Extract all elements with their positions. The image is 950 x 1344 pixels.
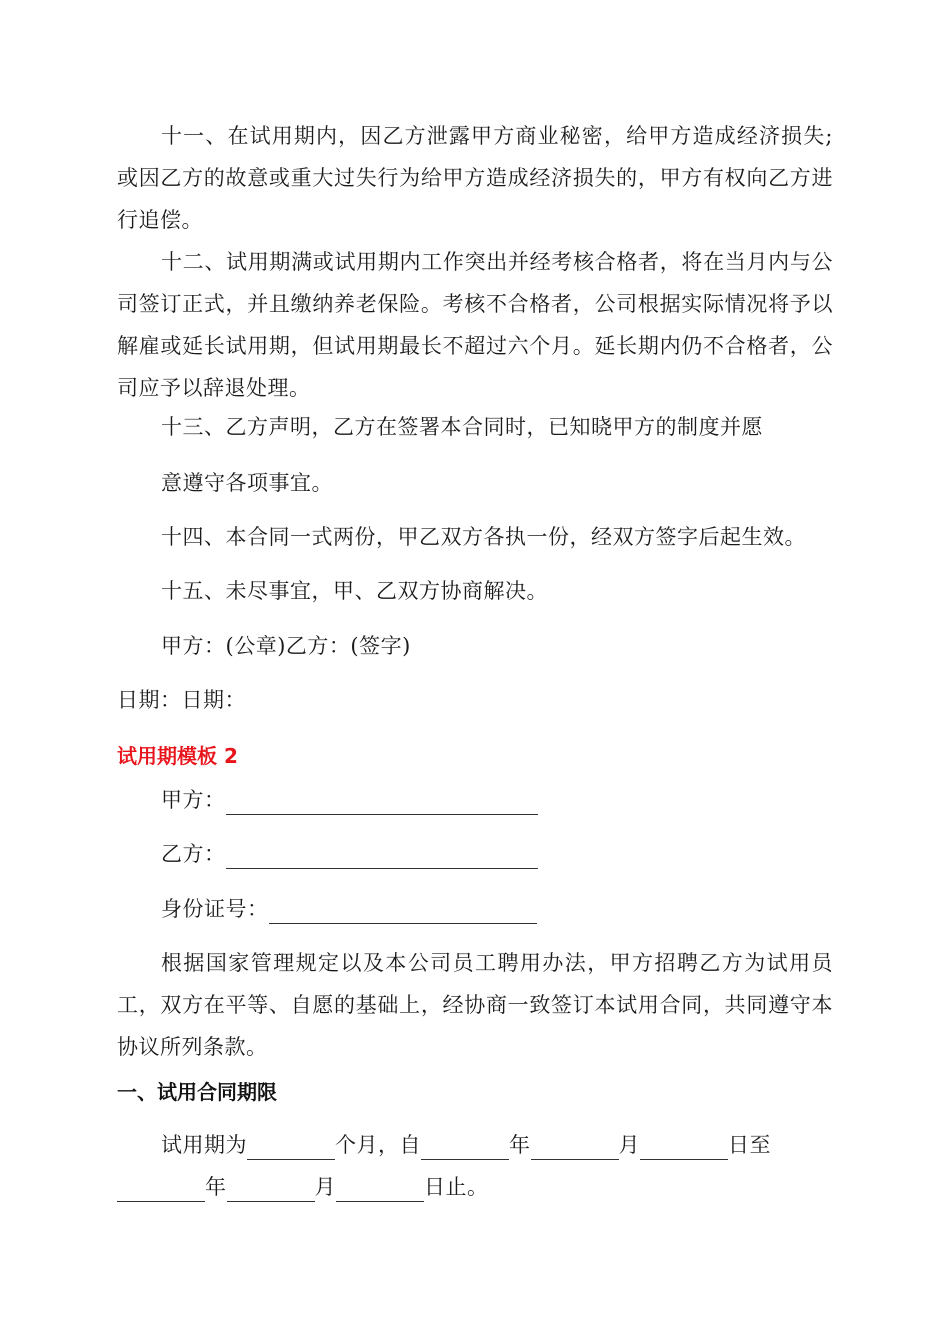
template-2-intro: 根据国家管理规定以及本公司员工聘用办法，甲方招聘乙方为试用员工，双方在平等、自愿的基础上，经协商一致签订本试用合同，共同遵守本协议所列条款。 [117, 951, 833, 1059]
start-year-blank[interactable] [421, 1133, 509, 1160]
end-day-blank[interactable] [336, 1175, 424, 1202]
period-year-text: 年 [509, 1133, 531, 1157]
party-b-blank[interactable] [226, 842, 538, 869]
party-a-blank[interactable] [226, 788, 538, 815]
party-b-row [161, 833, 538, 875]
start-month-blank[interactable] [531, 1133, 619, 1160]
clause-11: 十一、在试用期内，因乙方泄露甲方商业秘密，给甲方造成经济损失;或因乙方的故意或重大过失行为给甲方造成经济损失的，甲方有权向乙方进行追偿。 [117, 124, 833, 232]
period-month-text: 月 [618, 1133, 640, 1157]
period-line-1 [161, 1124, 771, 1166]
end-month-blank[interactable] [227, 1175, 315, 1202]
period-prefix: 试用期为 [161, 1133, 247, 1157]
id-number-label: 身份证号： [161, 897, 269, 921]
period-day-end-text: 日止。 [424, 1175, 489, 1199]
id-number-row [161, 888, 537, 930]
period-month2-text: 月 [314, 1175, 336, 1199]
clause-14: 十四、本合同一式两份，甲乙双方各执一份，经双方签字后起生效。 [161, 525, 806, 549]
signature-parties: 甲方：(公章)乙方：(签字) [161, 634, 411, 658]
period-months-text: 个月，自 [335, 1133, 421, 1157]
start-day-blank[interactable] [640, 1133, 728, 1160]
end-year-blank[interactable] [117, 1175, 205, 1202]
party-a-label: 甲方： [161, 788, 226, 812]
period-year2-text: 年 [205, 1175, 227, 1199]
period-line-2 [117, 1166, 489, 1208]
party-a-row [161, 779, 538, 821]
id-number-blank[interactable] [269, 897, 537, 924]
period-day-to-text: 日至 [728, 1133, 771, 1157]
months-blank[interactable] [247, 1133, 335, 1160]
clause-13-line-2: 意遵守各项事宜。 [161, 471, 333, 495]
party-b-label: 乙方： [161, 842, 226, 866]
clause-15: 十五、未尽事宜，甲、乙双方协商解决。 [161, 579, 548, 603]
clause-12: 十二、试用期满或试用期内工作突出并经考核合格者，将在当月内与公司签订正式，并且缴纳养老保险。考核不合格者，公司根据实际情况将予以解雇或延长试用期，但试用期最长不超过六个月。延长期内仍不合格者，公司应予以辞退处理。 [117, 250, 833, 400]
section-1-title: 一、试用合同期限 [117, 1080, 277, 1104]
template-2-title: 试用期模板 2 [117, 744, 238, 768]
signature-dates: 日期：日期： [117, 688, 246, 712]
clause-13-line-1: 十三、乙方声明，乙方在签署本合同时，已知晓甲方的制度并愿 [161, 415, 763, 439]
